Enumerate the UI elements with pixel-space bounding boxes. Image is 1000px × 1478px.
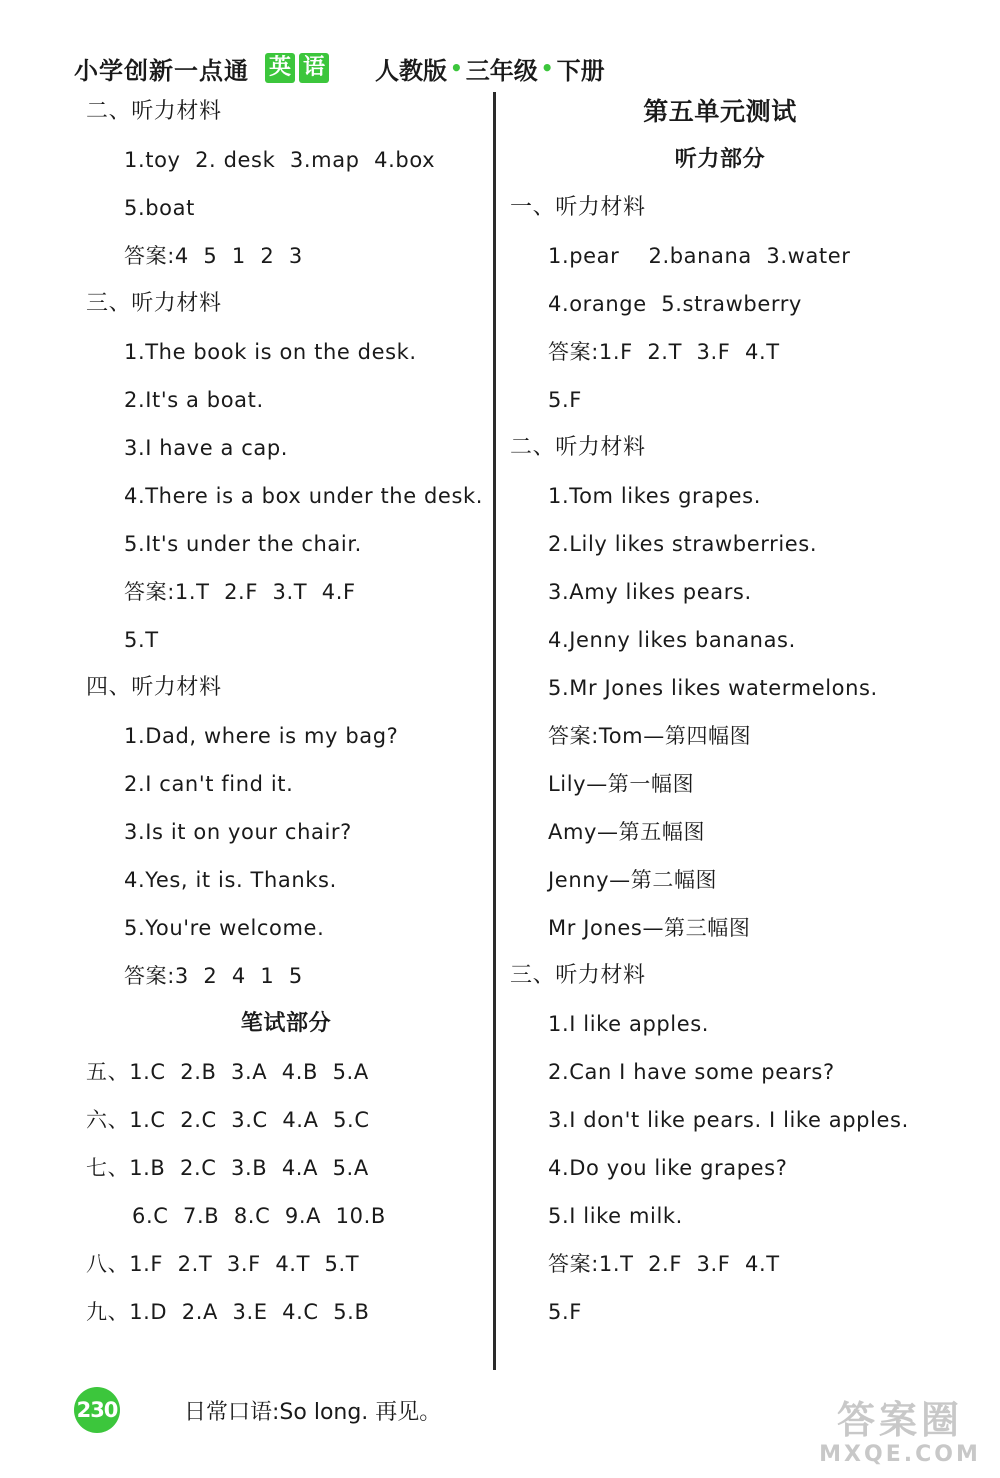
page-footer [74,1388,441,1432]
answer-line: 5.I like milk. [548,1204,683,1228]
answer-line: 6.C 7.B 8.C 9.A 10.B [132,1204,386,1228]
answer-line: 2.Lily likes strawberries. [548,532,818,556]
publisher: 人教版 [375,56,447,85]
answer-line: 5.It's under the chair. [124,532,362,556]
answer-line: 5.You're welcome. [124,916,325,940]
answer-line: 九、1.D 2.A 3.E 4.C 5.B [86,1300,370,1324]
watermark-url: MXQE.COM [819,1442,981,1467]
answer-line: 答案:Tom—第四幅图 [548,724,752,748]
answer-line: 4.There is a box under the desk. [124,484,484,508]
answer-line: 答案:1.F 2.T 3.F 4.T [548,340,780,364]
answer-line: Mr Jones—第三幅图 [548,916,751,940]
answer-line: 答案:4 5 1 2 3 [124,244,303,268]
section-heading: 四、听力材料 [86,675,222,700]
answer-line: 3.I have a cap. [124,436,289,460]
answer-line: 五、1.C 2.B 3.A 4.B 5.A [86,1060,369,1084]
answer-line: 答案:1.T 2.F 3.T 4.F [124,580,356,604]
page-header [74,48,605,88]
section-heading: 二、听力材料 [86,99,222,124]
answer-line: 4.Yes, it is. Thanks. [124,868,337,892]
answer-line: 1.The book is on the desk. [124,340,417,364]
section-heading: 三、听力材料 [510,963,646,988]
separator-dot-icon: • [540,56,554,80]
answer-line: 4.Do you like grapes? [548,1156,788,1180]
answer-line: 1.I like apples. [548,1012,710,1036]
watermark-logo [810,1398,990,1470]
answer-line: Amy—第五幅图 [548,820,706,844]
right-column [510,88,930,1336]
answer-line: 1.Dad, where is my bag? [124,724,399,748]
answer-line: 3.Is it on your chair? [124,820,352,844]
answer-line: 4.orange 5.strawberry [548,292,802,316]
section-heading: 一、听力材料 [510,195,646,220]
answer-line: 3.I don't like pears. I like apples. [548,1108,909,1132]
watermark-text: 答案圈 [836,1398,963,1442]
subject-char: 语 [299,53,329,83]
answer-line: 5.T [124,628,159,652]
answer-line: 3.Amy likes pears. [548,580,752,604]
answer-line: 2.It's a boat. [124,388,264,412]
answer-line: 5.F [548,1300,582,1324]
unit-title: 第五单元测试 [643,97,797,126]
answer-line: 1.toy 2. desk 3.map 4.box [124,148,436,172]
column-divider [493,92,496,1370]
left-column [86,88,486,1336]
answer-line: 2.I can't find it. [124,772,294,796]
answer-line: 5.Mr Jones likes watermelons. [548,676,878,700]
answer-line: 七、1.B 2.C 3.B 4.A 5.A [86,1156,369,1180]
answer-line: Jenny—第二幅图 [548,868,718,892]
subject-badge [265,53,329,83]
answer-line: 1.Tom likes grapes. [548,484,761,508]
answer-line: Lily—第一幅图 [548,772,695,796]
part-title: 听力部分 [674,147,766,172]
answer-line: 答案:3 2 4 1 5 [124,964,303,988]
answer-line: 2.Can I have some pears? [548,1060,835,1084]
answer-line: 4.Jenny likes bananas. [548,628,796,652]
answer-line: 5.boat [124,196,195,220]
part-title: 笔试部分 [240,1011,332,1036]
answer-line: 答案:1.T 2.F 3.F 4.T [548,1252,780,1276]
section-heading: 三、听力材料 [86,291,222,316]
answer-line: 八、1.F 2.T 3.F 4.T 5.T [86,1252,360,1276]
daily-phrase: 日常口语:So long. 再见。 [184,1399,442,1425]
volume: 下册 [556,56,605,85]
answer-line: 1.pear 2.banana 3.water [548,244,851,268]
answer-line: 六、1.C 2.C 3.C 4.A 5.C [86,1108,370,1132]
subject-char: 英 [265,53,295,83]
edition-info [375,51,605,86]
answer-line: 5.F [548,388,582,412]
page-number: 230 [74,1387,120,1433]
separator-dot-icon: • [450,56,463,80]
series-title: 小学创新一点通 [74,56,249,85]
section-heading: 二、听力材料 [510,435,646,460]
grade: 三年级 [465,56,538,85]
